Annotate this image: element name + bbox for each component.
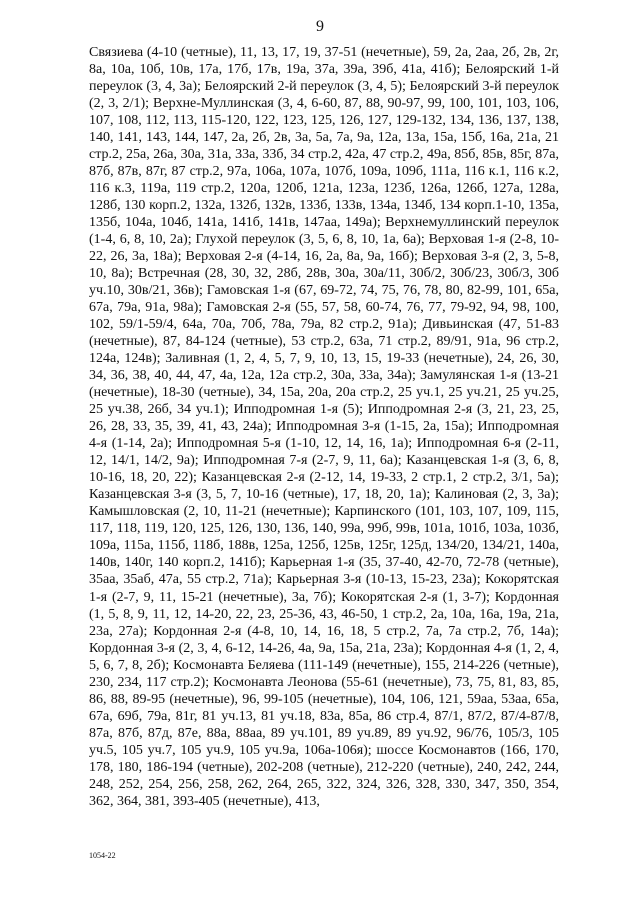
page-number: 9	[316, 18, 324, 35]
address-list-paragraph: Связиева (4-10 (четные), 11, 13, 17, 19, 37-51 (нечетные), 59, 2а, 2аа, 2б, 2в, 2г, 8а, 10а, 10б, 10в, 17а, 17б, 17в, 19а, 37а, 39а, 39б, 41а, 41б); Белоярский 1-й переулок (3, 4, 3а); Белоярский 2-й переулок (3, 4, 5); Белоярский 3-й переулок (2, 3, 2/1); Верхне-Муллинская (3, 4, 6-60, 87, 88, 90-97, 99, 100, 101, 103, 106, 107, 108, 112, 113, 115-120, 122, 123, 125, 126, 127, 129-132, 134, 136, 137, 138, 140, 141, 143, 144, 147, 2а, 2б, 2в, 3а, 5а, 7а, 9а, 12а, 13а, 15а, 15б, 16а, 21а, 21 стр.2, 25а, 26а, 30а, 31а, 33а, 33б, 34 стр.2, 42а, 47 стр.2, 49а, 85б, 85в, 85г, 87а, 87б, 87в, 87г, 87 стр.2, 97а, 106а, 107а, 107б, 109а, 109б, 111а, 116 к.1, 116 к.2, 116 к.3, 119а, 119 стр.2, 120а, 120б, 121а, 123а, 123б, 126а, 126б, 127а, 128а, 128б, 130 корп.2, 132а, 132б, 132в, 133б, 133в, 134а, 134б, 134 корп.1-10, 135а, 135б, 104а, 104б, 141а, 141б, 141в, 147аа, 149а); Верхнемуллинский переулок (1-4, 6, 8, 10, 2а); Глухой переулок (3, 5, 6, 8, 10, 1а, 6а); Верховая 1-я (2-8, 10-22, 26, 3а, 18а); Верховая 2-я (4-14, 16, 2а, 8а, 9а, 16б); Верховая 3-я (2, 3, 5-8, 10, 8а); Встречная (28, 30, 32, 28б, 28в, 30а, 30а/11, 30б/2, 30б/23, 30б/3, 30б уч.10, 30в/21, 36в); Гамовская 1-я (67, 69-72, 74, 75, 76, 78, 80, 82-99, 101, 65а, 67а, 79а, 91а, 98а); Гамовская 2-я (55, 57, 58, 60-74, 76, 77, 79-92, 94, 98, 100, 102, 59/1-59/4, 64а, 70а, 70б, 78а, 79а, 82 стр.2, 91а); Дивьинская (47, 51-83 (нечетные), 87, 84-124 (четные), 53 стр.2, 63а, 71 стр.2, 89/91, 91а, 96 стр.2, 124а, 124в); Заливная (1, 2, 4, 5, 7, 9, 10, 13, 15, 19-33 (нечетные), 24, 26, 30, 34, 36, 38, 40, 44, 47, 4а, 12а, 12а стр.2, 30а, 33а, 34а); Замулянская 1-я (13-21 (нечетные), 18-30 (четные), 34, 15а, 20а, 20а стр.2, 25 уч.1, 25 уч.21, 25 уч.25, 25 уч.38, 26б, 34 уч.1); Ипподромная 1-я (5); Ипподромная 2-я (3, 21, 23, 25, 26, 28, 33, 35, 39, 41, 43, 24а); Ипподромная 3-я (1-15, 2а, 15а); Ипподромная 4-я (1-14, 2а); Ипподромная 5-я (1-10, 12, 14, 16, 1а); Ипподромная 6-я (2-11, 12, 14/1, 14/2, 9а); Ипподромная 7-я (2-7, 9, 11, 6а); Казанцевская 1-я (3, 6, 8, 10-16, 18, 20, 22); Казанцевская 2-я (2-12, 14, 19-33, 2 стр.1, 2 стр.2, 3/1, 5а); Казанцевская 3-я (3, 5, 7, 10-16 (четные), 17, 18, 20, 1а); Калиновая (2, 3, 3а); Камышловская (2, 10, 11-21 (нечетные); Карпинского (101, 103, 107, 109, 115, 117, 118, 119, 120, 125, 126, 130, 136, 140, 99а, 99б, 99в, 101а, 101б, 103а, 103б, 109а, 115а, 115б, 118б, 188в, 125а, 125б, 125в, 125г, 125д, 134/20, 134/21, 140а, 140в, 140г, 140 корп.2, 141б); Карьерная 1-я (35, 37-40, 42-70, 72-78 (четные), 35аа, 35аб, 47а, 55 стр.2, 71а); Карьерная 3-я (10-13, 15-23, 23а); Кокорятская 1-я (2-7, 9, 11, 15-21 (нечетные), 3а, 7б); Кокорятская 2-я (1, 3-7); Кордонная (1, 5, 8, 9, 11, 12, 14-20, 22, 23, 25-36, 43, 46-50, 1 стр.2, 2а, 10а, 16а, 19а, 21а, 23а, 27а); Кордонная 2-я (4-8, 10, 14, 16, 18, 5 стр.2, 7а, 7а стр.2, 7б, 14а); Кордонная 3-я (2, 3, 4, 6-12, 14-26, 4а, 9а, 15а, 21а, 23а); Кордонная 4-я (1, 2, 4, 5, 6, 7, 8, 2б); Космонавта Беляева (111-149 (нечетные), 155, 214-226 (четные), 230, 234, 117 стр.2); Космонавта Леонова (55-61 (нечетные), 73, 75, 81, 83, 85, 86, 88, 89-95 (нечетные), 96, 99-105 (нечетные), 104, 106, 121, 59аа, 53аа, 65а, 67а, 69б, 79а, 81г, 81 уч.13, 81 уч.18, 83а, 85а, 86 стр.4, 87/1, 87/2, 87/4-87/8, 87а, 87б, 87д, 87е, 88а, 88аа, 89 уч.101, 89 уч.89, 89 уч.92, 96/76, 105/3, 105 уч.5, 105 уч.7, 105 уч.9, 105 уч.9а, 106а-106я); шоссе Космонавтов (166, 170, 178, 180, 186-194 (четные), 202-208 (четные), 212-220 (четные), 240, 242, 244, 248, 252, 254, 256, 258, 262, 264, 265, 322, 324, 326, 328, 330, 347, 350, 354, 362, 364, 381, 393-405 (нечетные), 413,	[89, 45, 559, 809]
document-code: 1054-22	[89, 851, 116, 860]
